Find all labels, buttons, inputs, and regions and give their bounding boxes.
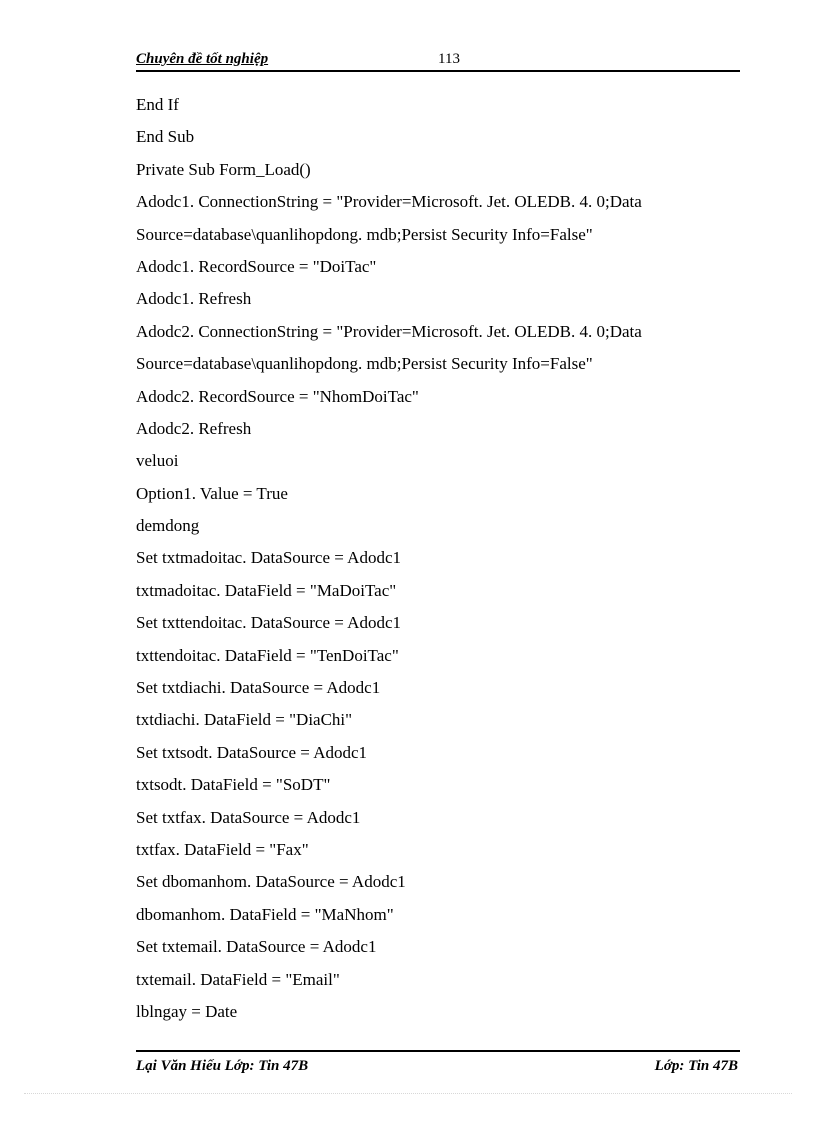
code-line: Option1. Value = True (136, 483, 288, 503)
code-line: txtsodt. DataField = "SoDT" (136, 775, 331, 795)
code-line: txtdiachi. DataField = "DiaChi" (136, 710, 353, 730)
code-line: Adodc2. Refresh (136, 418, 252, 438)
code-line: Set txtsodt. DataSource = Adodc1 (136, 742, 368, 762)
code-line: demdong (136, 516, 200, 536)
code-line: Source=database\quanlihopdong. mdb;Persist Security Info=False" (136, 224, 593, 244)
code-line: lblngay = Date (136, 1001, 238, 1021)
code-line: dbomanhom. DataField = "MaNhom" (136, 904, 394, 924)
code-line: Adodc2. ConnectionString = "Provider=Microsoft. Jet. OLEDB. 4. 0;Data (136, 321, 642, 341)
header-divider (136, 70, 740, 72)
code-line: Adodc1. Refresh (136, 289, 252, 309)
code-line: Private Sub Form_Load() (136, 159, 311, 179)
code-line: txtemail. DataField = "Email" (136, 969, 340, 989)
footer-divider (136, 1050, 740, 1052)
code-line: txttendoitac. DataField = "TenDoiTac" (136, 645, 399, 665)
code-line: txtmadoitac. DataField = "MaDoiTac" (136, 580, 397, 600)
page-number: 113 (438, 51, 460, 67)
header-title: Chuyên đề tốt nghiệp (136, 51, 269, 67)
code-line: Set txttendoitac. DataSource = Adodc1 (136, 613, 401, 633)
code-line: Source=database\quanlihopdong. mdb;Persist Security Info=False" (136, 354, 593, 374)
code-line: Set txtmadoitac. DataSource = Adodc1 (136, 548, 401, 568)
code-line: End If (136, 95, 179, 114)
code-line: veluoi (136, 451, 179, 471)
page-header (136, 48, 740, 70)
code-line: End Sub (136, 127, 195, 147)
code-line: txtfax. DataField = "Fax" (136, 839, 309, 859)
code-line: Set dbomanhom. DataSource = Adodc1 (136, 872, 406, 892)
page-edge (24, 1093, 792, 1094)
code-line: Adodc1. ConnectionString = "Provider=Microsoft. Jet. OLEDB. 4. 0;Data (136, 192, 642, 212)
code-line: Set txtdiachi. DataSource = Adodc1 (136, 678, 381, 698)
code-line: Adodc2. RecordSource = "NhomDoiTac" (136, 386, 419, 406)
page-footer (136, 1055, 740, 1077)
code-line: Set txtemail. DataSource = Adodc1 (136, 937, 377, 957)
footer-author: Lại Văn Hiếu Lớp: Tin 47B (136, 1058, 309, 1074)
code-line: Set txtfax. DataSource = Adodc1 (136, 807, 361, 827)
code-line: Adodc1. RecordSource = "DoiTac" (136, 256, 377, 276)
footer-class: Lớp: Tin 47B (654, 1058, 738, 1074)
code-listing (136, 91, 740, 1030)
